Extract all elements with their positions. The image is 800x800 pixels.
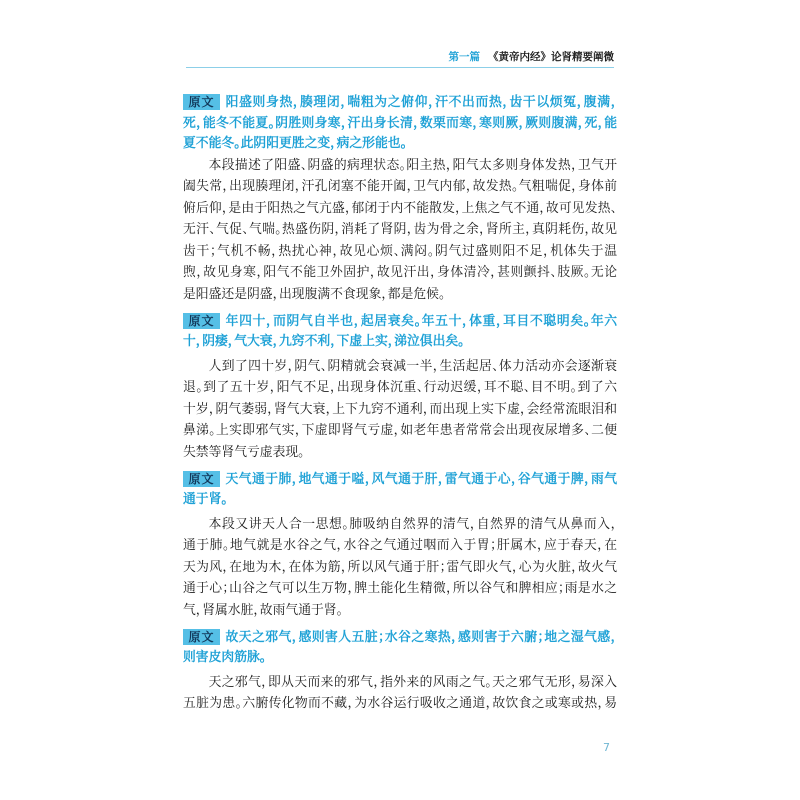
original-text-block	[183, 93, 617, 155]
punctuation-mark: ，	[446, 581, 453, 597]
punctuation-mark: 。	[209, 423, 217, 439]
punctuation-mark: ，	[422, 401, 430, 417]
commentary-line: 是阳盛还是阴盛，出现腹满不食现象，都是危候。	[183, 287, 446, 303]
original-text-content: 故天之邪气，感则害人五脏；水谷之寒热，感则害于六腑；地之湿气感，	[225, 629, 618, 645]
punctuation-mark: ；	[210, 243, 217, 259]
commentary-line: 本段描述了阳盛、阴盛的病理状态。阳主热，阳气太多则身体发热，卫气开	[208, 157, 618, 173]
punctuation-mark: 、	[492, 358, 499, 374]
punctuation-mark: 、	[610, 200, 618, 216]
punctuation-mark: 。	[222, 538, 230, 554]
punctuation-mark: 。	[235, 696, 243, 712]
original-text-block	[183, 470, 617, 511]
punctuation-mark: ，	[256, 265, 264, 281]
punctuation-mark: 、	[550, 265, 558, 281]
punctuation-mark: ，	[576, 95, 584, 110]
punctuation-mark: 、	[242, 222, 249, 238]
original-text-label: 原文	[183, 94, 220, 110]
punctuation-mark: ，	[406, 179, 414, 195]
punctuation-mark: ，	[597, 538, 605, 554]
punctuation-mark: ，	[577, 115, 585, 131]
punctuation-mark: ，	[381, 287, 388, 303]
punctuation-mark: ，	[330, 136, 337, 151]
punctuation-mark: ，	[485, 696, 493, 712]
punctuation-mark: ，	[406, 222, 414, 238]
original-text-block	[183, 312, 617, 353]
punctuation-mark: 。	[259, 650, 267, 666]
punctuation-mark: ，	[430, 265, 437, 281]
punctuation-mark: ，	[196, 115, 203, 131]
punctuation-mark: 。	[570, 380, 578, 396]
punctuation-mark: ，	[539, 200, 546, 216]
commentary-block	[183, 514, 617, 622]
punctuation-mark: ，	[584, 222, 592, 238]
punctuation-mark: ，	[292, 95, 300, 110]
original-text-label: 原文	[183, 629, 220, 645]
punctuation-mark: ，	[525, 222, 532, 238]
punctuation-mark: 。	[400, 136, 407, 151]
punctuation-mark: ，	[294, 179, 302, 195]
punctuation-mark: 。	[511, 179, 519, 195]
commentary-line: 五脏为患。六腑传化物而不藏，为水谷运行吸收之通道，故饮食之或寒或热，易	[183, 696, 618, 712]
punctuation-mark: ，	[462, 313, 470, 329]
punctuation-mark: ，	[571, 559, 578, 575]
original-text-label: 原文	[183, 313, 220, 329]
punctuation-mark: ，	[222, 559, 230, 575]
punctuation-mark: ，	[253, 603, 260, 618]
punctuation-mark: 。	[583, 313, 591, 329]
punctuation-mark: ，	[437, 471, 445, 487]
original-text-block	[183, 628, 617, 669]
punctuation-mark: 、	[320, 358, 328, 374]
punctuation-mark: ，	[472, 115, 480, 131]
punctuation-mark: 。	[234, 136, 241, 151]
punctuation-mark: ，	[272, 287, 279, 303]
punctuation-mark: ，	[330, 334, 337, 350]
punctuation-mark: 。	[438, 287, 446, 303]
punctuation-mark: ，	[271, 243, 279, 259]
punctuation-mark: ，	[340, 95, 348, 110]
punctuation-mark: ，	[432, 358, 440, 374]
punctuation-mark: 。	[427, 243, 435, 259]
original-text-content: 阳盛则身热，腠理闭，喘粗为之俯仰，汗不出而热，齿干以烦冤，腹满，	[225, 95, 618, 110]
punctuation-mark: ，	[597, 696, 605, 712]
original-text-content: 年四十，而阴气自半也，起居衰矣。年五十，体重，耳目不聪明矣。年六	[225, 313, 618, 329]
punctuation-mark: ，	[373, 674, 381, 690]
original-text-line	[183, 93, 617, 114]
punctuation-mark: ；	[558, 581, 565, 597]
punctuation-mark: ，	[543, 243, 551, 259]
punctuation-mark: 。	[414, 313, 422, 329]
punctuation-mark: ，	[610, 95, 618, 110]
punctuation-mark: ，	[287, 358, 295, 374]
original-text-line	[183, 470, 617, 491]
punctuation-mark: ，	[291, 629, 299, 645]
punctuation-mark: ，	[520, 401, 527, 417]
punctuation-mark: ，	[344, 200, 352, 216]
commentary-line: 通于心；山谷之气可以生万物，脾土能化生精微，所以谷气和脾相应；雨是水之	[183, 581, 618, 597]
punctuation-mark: ，	[294, 423, 302, 439]
commentary-line: 失禁等肾气亏虚表现。	[183, 445, 305, 461]
text-body	[183, 93, 617, 715]
punctuation-mark: 。	[268, 115, 276, 131]
commentary-line: 退。到了五十岁，阳气不足，出现身体沉重、行动迟缓，耳不聪、目不明。到了六	[183, 380, 617, 396]
punctuation-mark: ，	[340, 115, 348, 131]
punctuation-mark: ，	[369, 265, 377, 281]
punctuation-mark: ，	[196, 265, 204, 281]
punctuation-mark: 、	[393, 243, 401, 259]
punctuation-mark: 。	[336, 603, 343, 618]
punctuation-mark: 。	[275, 222, 282, 238]
punctuation-mark: ，	[537, 538, 544, 554]
punctuation-mark: ，	[428, 95, 436, 110]
punctuation-mark: 。	[342, 516, 350, 532]
punctuation-mark: ；	[222, 581, 229, 597]
punctuation-mark: ，	[502, 95, 510, 110]
punctuation-mark: ，	[353, 313, 361, 329]
punctuation-mark: ，	[571, 179, 578, 195]
original-text-line	[183, 628, 617, 649]
punctuation-mark: ，	[269, 380, 277, 396]
punctuation-mark: ，	[387, 334, 395, 350]
punctuation-mark: ；	[537, 629, 544, 645]
punctuation-mark: ，	[571, 157, 578, 173]
original-text-line: 十，阴痿，气大衰，九窍不利，下虚上实，涕泣俱出矣。	[183, 334, 465, 350]
punctuation-mark: 。	[221, 492, 228, 508]
punctuation-mark: ，	[334, 222, 342, 238]
punctuation-mark: ，	[266, 313, 274, 329]
punctuation-mark: ，	[291, 471, 299, 487]
punctuation-mark: 、	[300, 157, 308, 173]
punctuation-mark: ，	[571, 674, 578, 690]
punctuation-mark: 。	[196, 380, 204, 396]
commentary-block	[183, 672, 617, 715]
punctuation-mark: 。	[583, 265, 591, 281]
punctuation-mark: ，	[511, 471, 518, 487]
punctuation-mark: ，	[332, 243, 340, 259]
punctuation-mark: ，	[445, 157, 453, 173]
punctuation-mark: ；	[490, 538, 497, 554]
commentary-line: 十岁，阴气萎弱，肾气大衰，上下九窍不通利，而出现上实下虚，会经常流眼泪和	[183, 401, 618, 417]
punctuation-mark: ，	[347, 696, 355, 712]
header-rule	[186, 67, 614, 68]
original-text-line: 通于肾。	[183, 492, 228, 508]
punctuation-mark: ，	[465, 179, 473, 195]
commentary-block	[183, 155, 617, 306]
punctuation-mark: ，	[413, 115, 420, 131]
punctuation-mark: ，	[479, 222, 486, 238]
punctuation-mark: 。	[399, 157, 407, 173]
punctuation-mark: 。	[485, 674, 493, 690]
original-text-label: 原文	[183, 471, 220, 487]
punctuation-mark: ，	[610, 629, 618, 645]
punctuation-mark: 、	[209, 222, 216, 238]
punctuation-mark: 。	[458, 334, 465, 350]
punctuation-mark: ，	[476, 380, 484, 396]
punctuation-mark: ，	[208, 401, 216, 417]
punctuation-mark: 、	[416, 380, 424, 396]
commentary-line: 天为风，在地为木，在体为筋，所以风气通于肝；雷气即火气，心为火脏，故火气	[183, 559, 618, 575]
punctuation-mark: ，	[336, 538, 344, 554]
punctuation-mark: ，	[469, 516, 477, 532]
punctuation-mark: ，	[227, 334, 235, 350]
punctuation-mark: ，	[195, 603, 203, 618]
punctuation-mark: ，	[393, 423, 401, 439]
commentary-line: 天之邪气，即从天而来的邪气，指外来的风雨之气。天之邪气无形，易深入	[208, 674, 618, 690]
punctuation-mark: ，	[584, 471, 591, 487]
punctuation-mark: ，	[518, 115, 526, 131]
commentary-line: 无汗、气促、气喘。热盛伤阴，消耗了肾阴，齿为骨之余，肾所主，真阴耗伤，故见	[183, 222, 618, 238]
punctuation-mark: ，	[325, 401, 333, 417]
punctuation-mark: ，	[451, 629, 459, 645]
punctuation-mark: ，	[610, 516, 618, 532]
original-text-line: 则害皮肉筋脉。	[183, 650, 267, 666]
punctuation-mark: ，	[364, 471, 372, 487]
commentary-line: 齿干；气机不畅，热扰心神，故见心烦、满闷。阴气过盛则阳不足，机体失于温	[183, 243, 618, 259]
part-label: 第一篇	[448, 51, 480, 63]
punctuation-mark: ，	[347, 581, 355, 597]
punctuation-mark: ，	[329, 380, 337, 396]
commentary-line: 本段又讲天人合一思想。肺吸纳自然界的清气，自然界的清气从鼻而入，	[208, 516, 618, 532]
punctuation-mark: ，	[272, 334, 279, 350]
original-text-line: 夏不能冬。此阴阳更胜之变，病之形能也。	[183, 136, 407, 151]
commentary-line: 阖失常，出现腠理闭，汗孔闭塞不能开阖，卫气内郁，故发热。气粗喘促，身体前	[183, 179, 618, 195]
commentary-line: 人到了四十岁，阴气、阴精就会衰减一半，生活起居、体力活动亦会逐渐衰	[208, 358, 618, 374]
original-text-content: 天气通于肺，地气通于嗌，风气通于肝，雷气通于心，谷气通于脾，雨气	[225, 471, 618, 487]
original-text-line: 死，能冬不能夏。阴胜则身寒，汗出身长清，数栗而寒，寒则厥，厥则腹满，死，能	[183, 115, 618, 131]
punctuation-mark: ，	[490, 265, 498, 281]
punctuation-mark: ；	[439, 559, 446, 575]
punctuation-mark: ，	[455, 200, 462, 216]
punctuation-mark: ，	[597, 115, 605, 131]
punctuation-mark: ，	[222, 179, 230, 195]
punctuation-mark: ，	[496, 313, 504, 329]
punctuation-mark: ，	[221, 200, 229, 216]
punctuation-mark: ；	[378, 629, 385, 645]
book-title: 《黄帝内经》论肾精要阐微	[488, 51, 614, 63]
commentary-line: 俯后仰，是由于阳热之气亢盛，郁闭于内不能散发，上焦之气不通，故可见发热、	[183, 200, 618, 216]
commentary-block	[183, 356, 617, 464]
original-text-line	[183, 312, 617, 333]
punctuation-mark: 。	[298, 445, 305, 461]
page-number: 7	[603, 741, 610, 754]
punctuation-mark: ，	[267, 401, 274, 417]
punctuation-mark: ，	[511, 559, 519, 575]
commentary-line: 气，肾属水脏，故雨气通于肾。	[183, 603, 343, 618]
punctuation-mark: ，	[195, 334, 203, 350]
commentary-line: 通于肺。地气就是水谷之气，水谷之气通过咽而入于胃；肝属木，应于春天，在	[183, 538, 617, 554]
punctuation-mark: 、	[523, 380, 531, 396]
punctuation-mark: ，	[261, 674, 269, 690]
running-header	[449, 50, 615, 64]
commentary-line: 鼻涕。上实即邪气实，下虚即肾气亏虚，如老年患者常常会出现夜尿增多、二便	[183, 423, 618, 439]
punctuation-mark: ，	[340, 559, 348, 575]
punctuation-mark: ，	[281, 559, 289, 575]
punctuation-mark: 、	[584, 423, 592, 439]
commentary-line: 煦，故见身寒，阳气不能卫外固护，故见汗出，身体清冷，甚则颤抖、肢厥。无论	[183, 265, 617, 281]
